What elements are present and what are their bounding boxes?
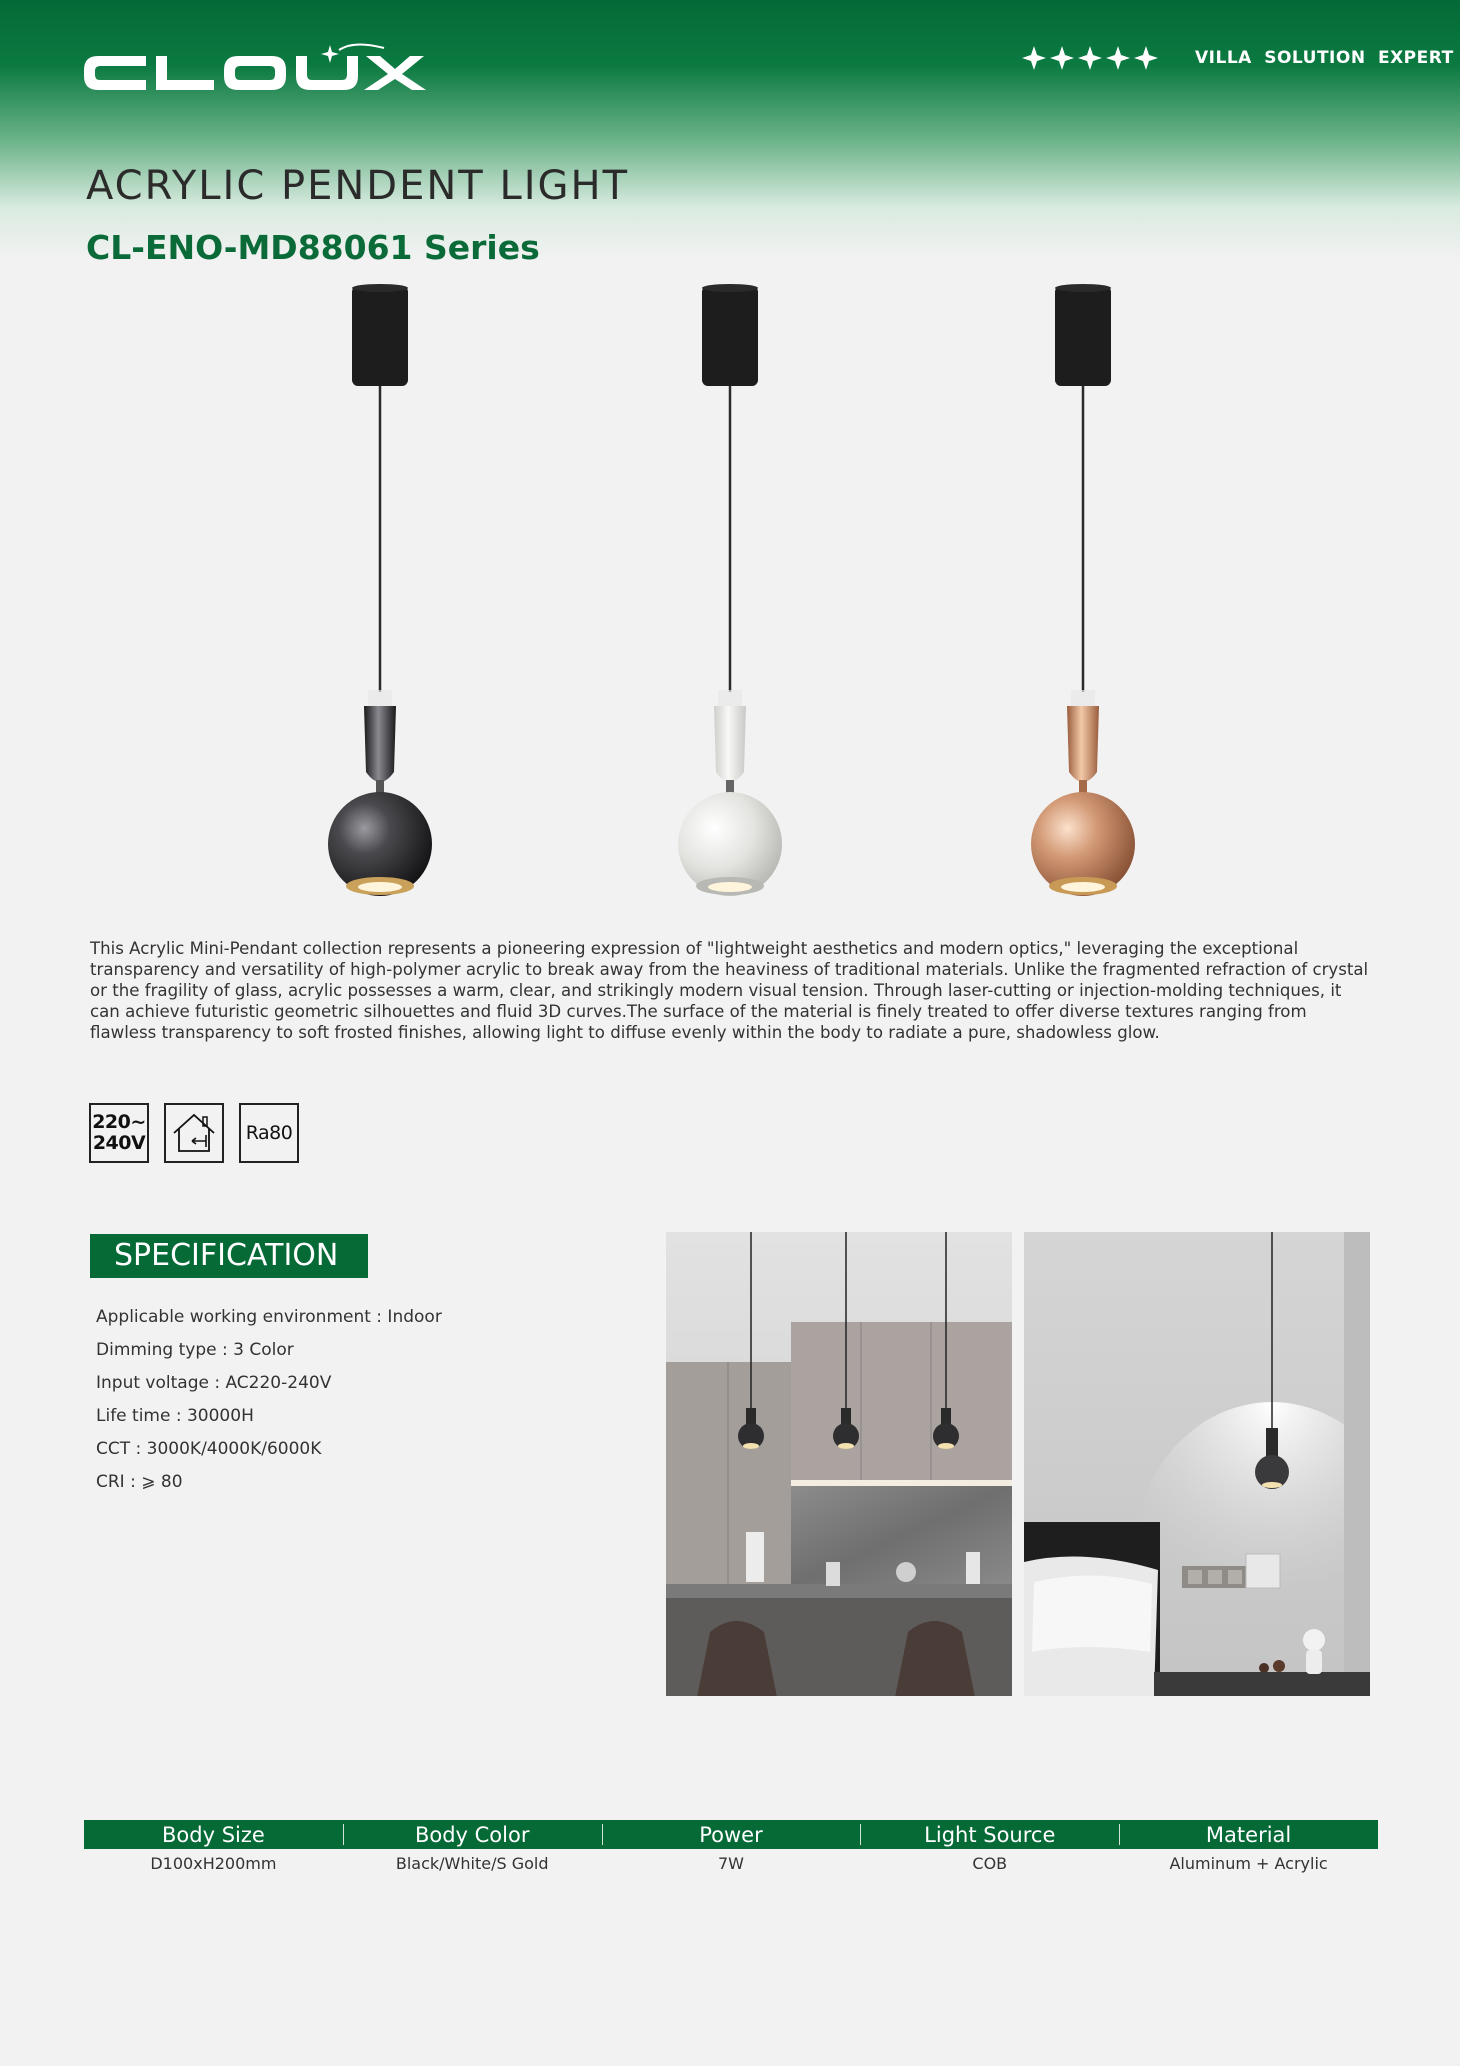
header-body-size: Body Size [162, 1823, 265, 1847]
value-power: 7W [717, 1854, 744, 1873]
kitchen-scene-photo [666, 1232, 1012, 1696]
pendant-lamp-black [300, 282, 460, 902]
spec-item: Life time : 30000H [96, 1406, 254, 1426]
voltage-badge-line1: 220~ [92, 1111, 146, 1133]
spec-item: CCT : 3000K/4000K/6000K [96, 1439, 322, 1459]
value-body-size: D100xH200mm [150, 1854, 277, 1873]
bedroom-scene-photo [1024, 1232, 1370, 1696]
cri-badge: Ra80 [239, 1103, 299, 1163]
five-star-rating-icon [1020, 40, 1160, 76]
header-material: Material [1119, 1820, 1378, 1849]
spec-item: Applicable working environment : Indoor [96, 1307, 442, 1327]
brand-tagline: VILLA SOLUTION EXPERT [1195, 48, 1454, 68]
spec-table [84, 1820, 1378, 1879]
value-light-source: COB [972, 1854, 1008, 1873]
pendant-lamp-white [650, 282, 810, 902]
header-body-color: Body Color [343, 1820, 602, 1849]
value-material: Aluminum + Acrylic [1169, 1854, 1328, 1873]
product-description: This Acrylic Mini-Pendant collection represents a pioneering expression of "lightweight aesthetics and modern optics," leveraging the exceptional transparency and versatility of high-polymer acrylic to break away from the heaviness of traditional materials. Unlike the fragmented refraction of crystal or the fragility of glass, acrylic possesses a warm, clear, and strikingly modern visual tension. Through laser-cutting or injection-molding techniques, it can achieve futuristic geometric silhouettes and fluid 3D curves.The surface of the material is finely treated to offer diverse textures ranging from flawless transparency to soft frosted finishes, allowing light to diffuse evenly within the body to radiate a pure, shadowless glow. [90, 939, 1369, 1042]
indoor-house-icon [164, 1103, 224, 1163]
pendant-lamp-rose-gold [1003, 282, 1163, 902]
specification-list [96, 1301, 442, 1499]
spec-item: Dimming type : 3 Color [96, 1340, 294, 1360]
header-power: Power [602, 1820, 861, 1849]
spec-table-header [84, 1820, 1378, 1849]
spec-item: Input voltage : AC220-240V [96, 1373, 332, 1393]
header-banner [0, 0, 1460, 260]
value-body-color: Black/White/S Gold [395, 1854, 549, 1873]
voltage-badge-line2: 240V [92, 1132, 146, 1154]
series-name: CL-ENO-MD88061 Series [86, 228, 540, 267]
cloux-logo [84, 42, 440, 102]
header-light-source: Light Source [860, 1820, 1119, 1849]
specification-heading: SPECIFICATION [90, 1234, 368, 1278]
voltage-badge [89, 1103, 149, 1163]
table-row [84, 1849, 1378, 1879]
page-title: ACRYLIC PENDENT LIGHT [86, 163, 630, 209]
spec-item: CRI : ⩾ 80 [96, 1472, 183, 1492]
